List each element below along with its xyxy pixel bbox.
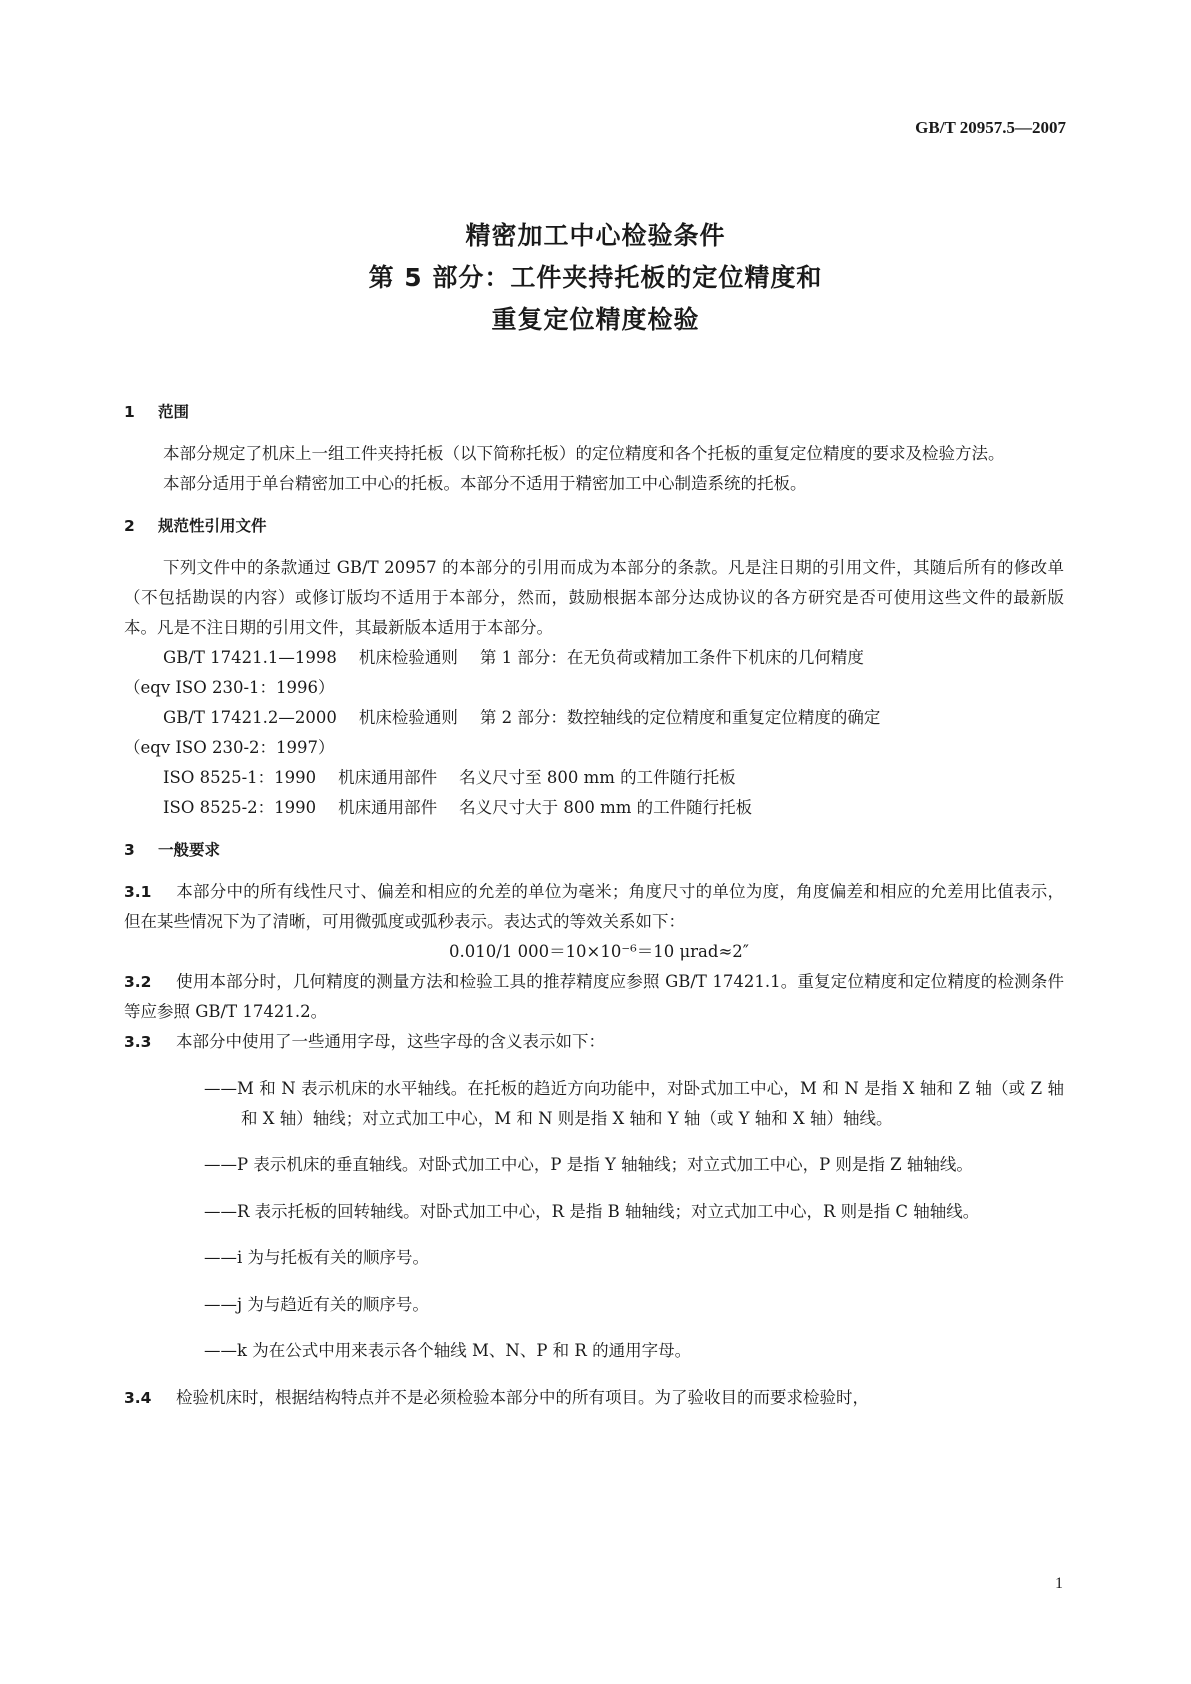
section-number: 1 <box>124 403 135 421</box>
reference-part: 第 1 部分：在无负荷或精加工条件下机床的几何精度 <box>479 648 864 667</box>
clause-text: 检验机床时，根据结构特点并不是必须检验本部分中的所有项目。为了验收目的而要求检验时， <box>176 1387 869 1407</box>
reference-part: 名义尺寸大于 800 mm 的工件随行托板 <box>459 798 753 817</box>
clause-text: 使用本部分时，几何精度的测量方法和检验工具的推荐精度应参照 GB/T 17421.1。重复定位精度和定位精度的检测条件等应参照 GB/T 17421.2。 <box>124 972 1064 1021</box>
reference-title: 机床通用部件 <box>338 798 438 817</box>
clause-3-1 <box>124 877 1064 937</box>
reference-code: GB/T 17421.1—1998 <box>163 648 337 667</box>
title-line-3: 重复定位精度检验 <box>491 305 700 334</box>
reference-note: （eqv ISO 230-2：1997） <box>124 738 335 757</box>
title-line-1: 精密加工中心检验条件 <box>465 221 726 250</box>
clause-3-4 <box>124 1383 1064 1413</box>
reference-title: 机床通用部件 <box>338 768 438 787</box>
list-item: ——P 表示机床的垂直轴线。对卧式加工中心，P 是指 Y 轴轴线；对立式加工中心，P 则是指 Z 轴轴线。 <box>204 1155 973 1174</box>
clause-text: 本部分中的所有线性尺寸、偏差和相应的允差的单位为毫米；角度尺寸的单位为度，角度偏差和相应的允差用比值表示，但在某些情况下为了清晰，可用微弧度或弧秒表示。表达式的等效关系如下： <box>124 882 1064 931</box>
list-item: ——R 表示托板的回转轴线。对卧式加工中心，R 是指 B 轴轴线；对立式加工中心，R 则是指 C 轴轴线。 <box>204 1201 980 1221</box>
clause-3-3 <box>124 1027 1064 1057</box>
document-title <box>0 215 1191 341</box>
section-heading-references <box>124 511 1064 541</box>
reference-entry <box>124 763 1064 793</box>
reference-title: 机床检验通则 <box>358 648 458 667</box>
standard-code: GB/T 20957.5—2007 <box>915 118 1066 137</box>
reference-code: ISO 8525-1：1990 <box>163 768 317 787</box>
title-line-2: 第 5 部分：工件夹持托板的定位精度和 <box>368 263 823 292</box>
page-number: 1 <box>1055 1575 1063 1592</box>
list-item: ——i 为与托板有关的顺序号。 <box>204 1248 430 1267</box>
reference-title: 机床检验通则 <box>358 708 458 727</box>
reference-entry <box>124 793 1064 823</box>
paragraph: 下列文件中的条款通过 GB/T 20957 的本部分的引用而成为本部分的条款。凡是注日期的引用文件，其随后所有的修改单（不包括勘误的内容）或修订版均不适用于本部分，然而，鼓励根据本部分达成协议的各方研究是否可使用这些文件的最新版本。凡是不注日期的引用文件，其最新版本适用于本部分。 <box>124 558 1064 637</box>
document-body <box>124 385 1064 1413</box>
reference-note: （eqv ISO 230-1：1996） <box>124 678 335 697</box>
reference-code: GB/T 17421.2—2000 <box>163 708 337 727</box>
reference-entry <box>124 703 1064 733</box>
paragraph: 本部分规定了机床上一组工件夹持托板（以下简称托板）的定位精度和各个托板的重复定位精度的要求及检验方法。 <box>163 444 1005 463</box>
paragraph: 本部分适用于单台精密加工中心的托板。本部分不适用于精密加工中心制造系统的托板。 <box>163 474 807 493</box>
section-title: 范围 <box>158 403 190 421</box>
reference-part: 第 2 部分：数控轴线的定位精度和重复定位精度的确定 <box>479 708 881 727</box>
section-heading-scope <box>124 397 1064 427</box>
section-title: 一般要求 <box>158 841 221 859</box>
reference-part: 名义尺寸至 800 mm 的工件随行托板 <box>459 768 736 787</box>
clause-number: 3.2 <box>124 973 152 991</box>
list-item: ——j 为与趋近有关的顺序号。 <box>204 1294 429 1314</box>
reference-entry <box>124 643 1064 673</box>
clause-number: 3.4 <box>124 1388 152 1407</box>
reference-code: ISO 8525-2：1990 <box>163 798 317 817</box>
list-item: ——k 为在公式中用来表示各个轴线 M、N、P 和 R 的通用字母。 <box>204 1341 692 1360</box>
section-number: 3 <box>124 841 135 859</box>
section-heading-general <box>124 835 1064 865</box>
list-item: ——M 和 N 表示机床的水平轴线。在托板的趋近方向功能中，对卧式加工中心，M 和 N 是指 X 轴和 Z 轴（或 Z 轴和 X 轴）轴线；对立式加工中心，M 和 N 则是指 X 轴和 Y 轴（或 Y 轴和 X 轴）轴线。 <box>204 1078 1064 1128</box>
clause-3-2 <box>124 967 1064 1027</box>
section-number: 2 <box>124 517 135 535</box>
clause-number: 3.3 <box>124 1033 152 1051</box>
clause-number: 3.1 <box>124 883 152 901</box>
section-title: 规范性引用文件 <box>158 517 267 535</box>
equivalence-formula: 0.010/1 000＝10×10⁻⁶＝10 μrad≈2″ <box>449 942 749 961</box>
clause-text: 本部分中使用了一些通用字母，这些字母的含义表示如下： <box>176 1032 605 1051</box>
